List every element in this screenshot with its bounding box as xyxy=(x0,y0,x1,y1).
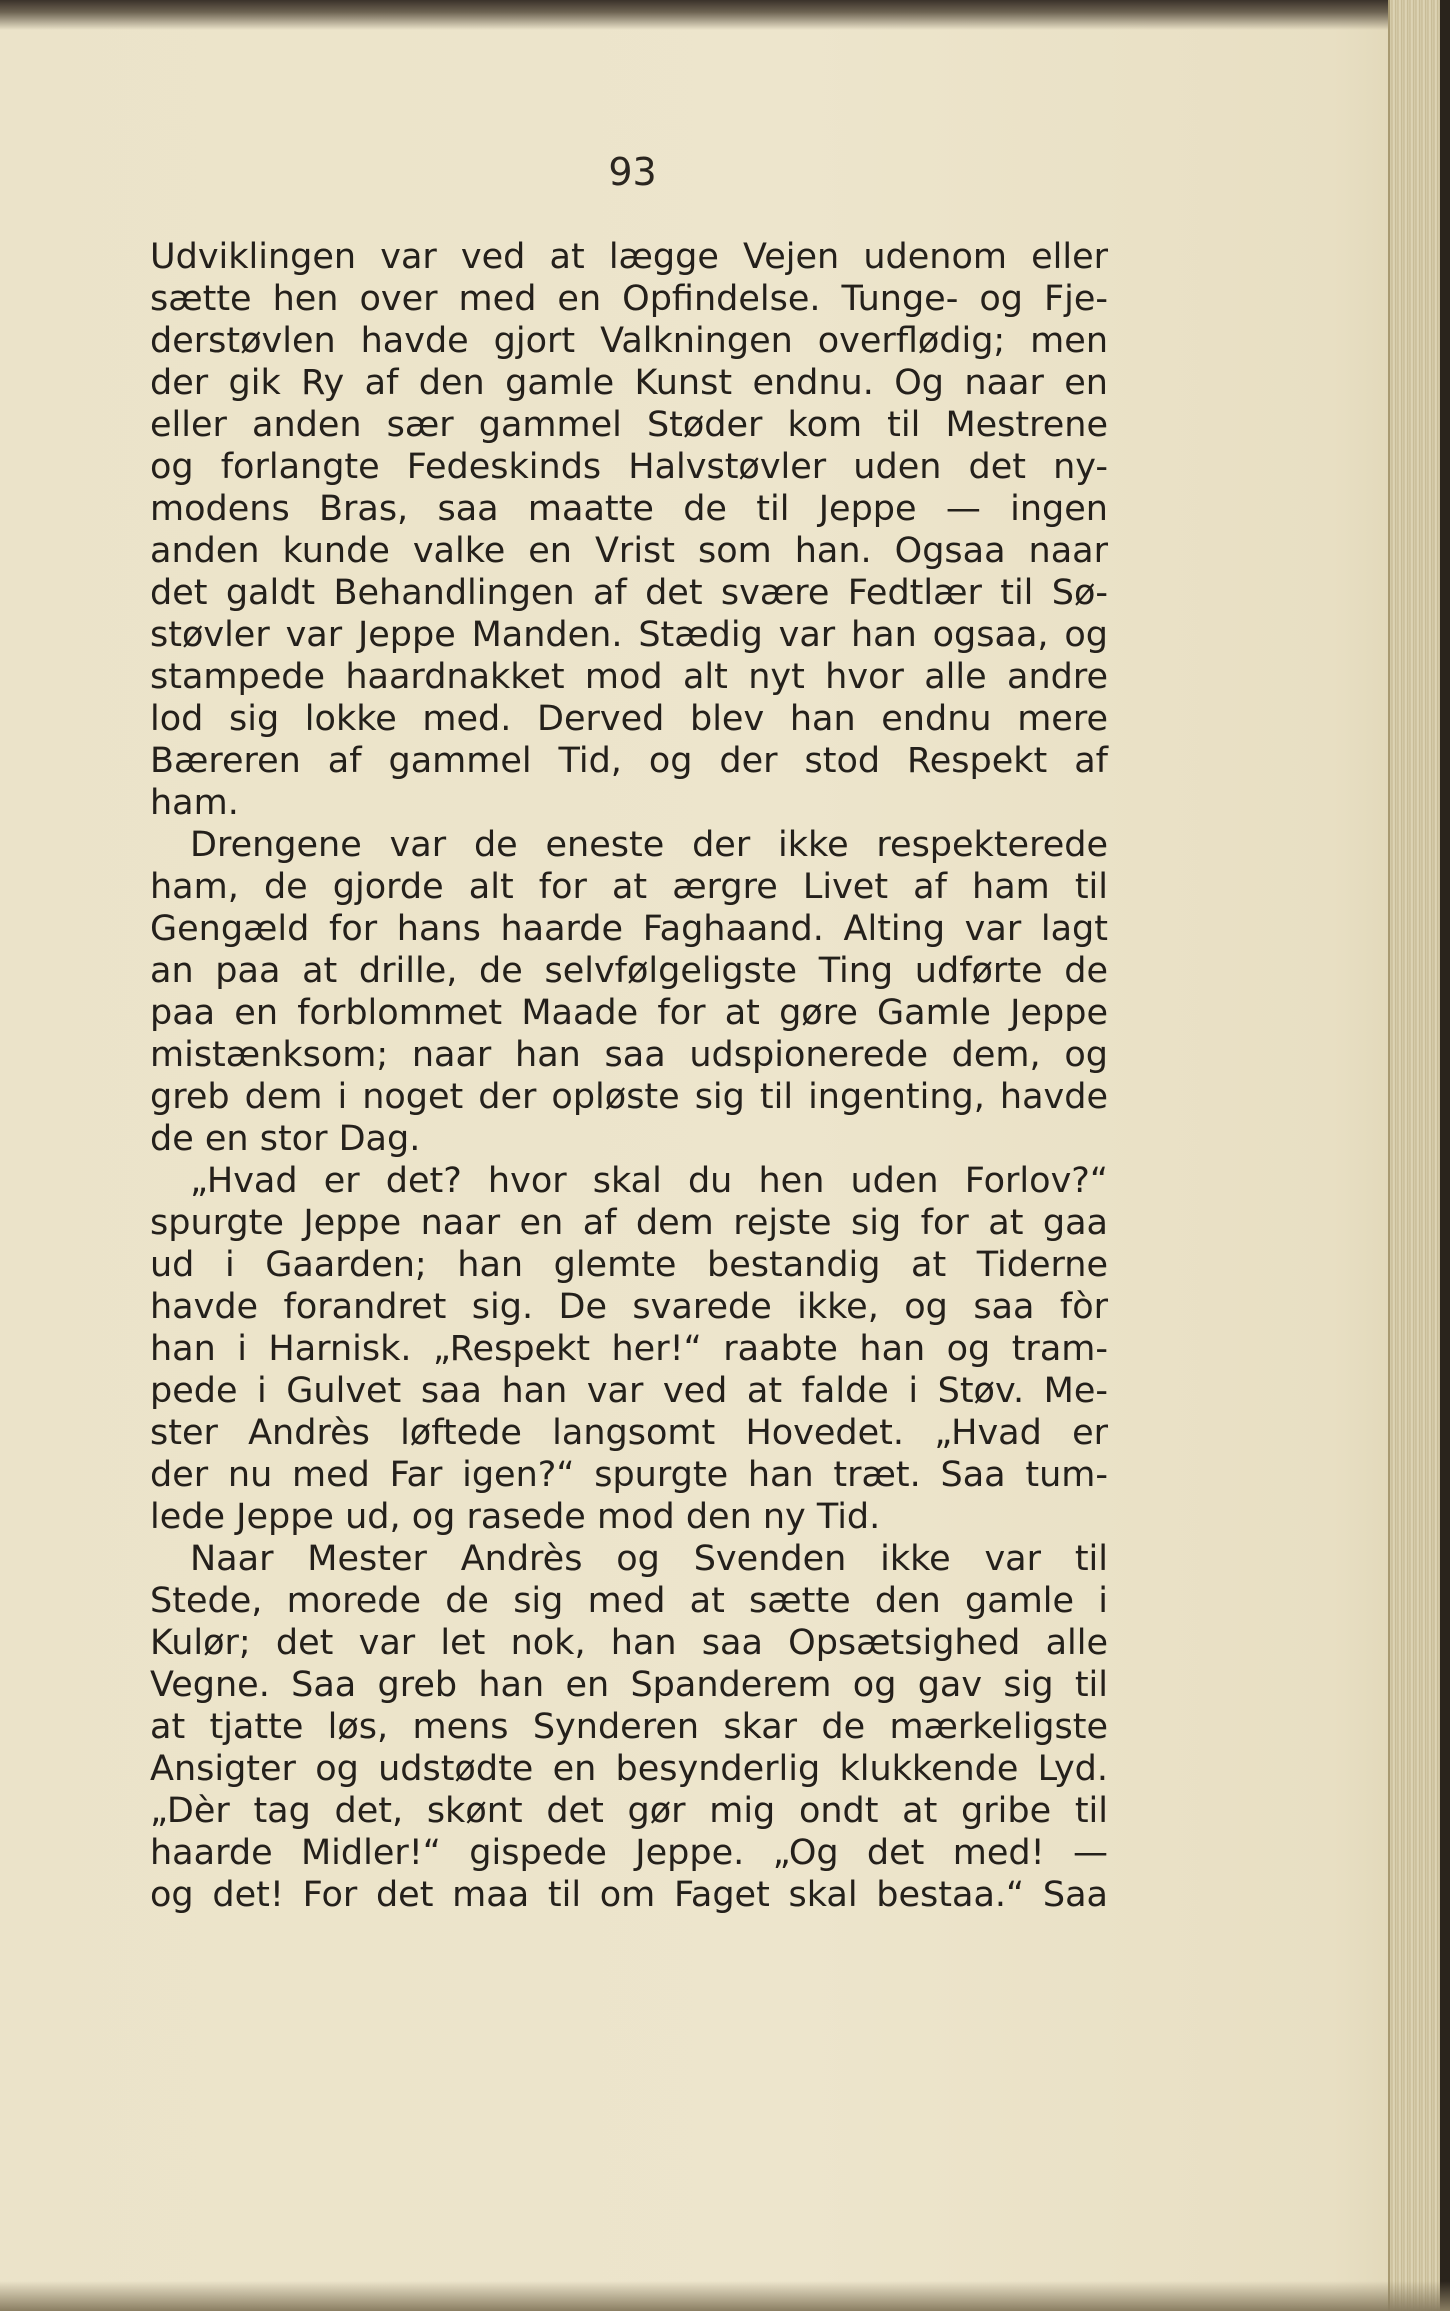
text-line: an paa at drille, de selvfølgeligste Ting udførte de xyxy=(150,951,1108,991)
text-line: sætte hen over med en Opfindelse. Tunge- og Fje- xyxy=(150,279,1108,319)
text-line: der gik Ry af den gamle Kunst endnu. Og naar en xyxy=(150,363,1108,403)
text-line: Stede, morede de sig med at sætte den gamle i xyxy=(150,1581,1108,1621)
text-line: greb dem i noget der opløste sig til ingenting, havde xyxy=(150,1077,1108,1117)
text-line: der nu med Far igen?“ spurgte han træt. Saa tum- xyxy=(150,1455,1108,1495)
text-line: Naar Mester Andrès og Svenden ikke var til xyxy=(190,1539,1108,1579)
text-line: Drengene var de eneste der ikke respekterede xyxy=(190,825,1108,865)
text-line: ster Andrès løftede langsomt Hovedet. „Hvad er xyxy=(150,1413,1108,1453)
text-line: modens Bras, saa maatte de til Jeppe — ingen xyxy=(150,489,1108,529)
text-line: havde forandret sig. De svarede ikke, og saa fòr xyxy=(150,1287,1108,1327)
text-line: paa en forblommet Maade for at gøre Gamle Jeppe xyxy=(150,993,1108,1033)
text-line: ud i Gaarden; han glemte bestandig at Tiderne xyxy=(150,1245,1108,1285)
text-line: „Dèr tag det, skønt det gør mig ondt at gribe til xyxy=(150,1791,1108,1831)
text-line: og forlangte Fedeskinds Halvstøvler uden det ny- xyxy=(150,447,1108,487)
page-number: 93 xyxy=(608,150,657,194)
text-line: haarde Midler!“ gispede Jeppe. „Og det med! — xyxy=(150,1833,1108,1873)
text-line: „Hvad er det? hvor skal du hen uden Forlov?“ xyxy=(190,1161,1108,1201)
text-line: mistænksom; naar han saa udspionerede dem, og xyxy=(150,1035,1108,1075)
text-line: at tjatte løs, mens Synderen skar de mærkeligste xyxy=(150,1707,1108,1747)
text-line: anden kunde valke en Vrist som han. Ogsaa naar xyxy=(150,531,1108,571)
text-line: og det! For det maa til om Faget skal bestaa.“ Saa xyxy=(150,1875,1108,1915)
text-line: Udviklingen var ved at lægge Vejen udenom eller xyxy=(150,237,1108,277)
text-line: han i Harnisk. „Respekt her!“ raabte han og tram- xyxy=(150,1329,1108,1369)
text-line: Bæreren af gammel Tid, og der stod Respekt af xyxy=(150,741,1108,781)
page-top-shadow xyxy=(0,0,1450,30)
text-line: Vegne. Saa greb han en Spanderem og gav sig til xyxy=(150,1665,1108,1705)
text-line: Kulør; det var let nok, han saa Opsætsighed alle xyxy=(150,1623,1108,1663)
body-text xyxy=(150,236,1108,1916)
book-binding-edge xyxy=(1440,0,1450,2311)
text-line: ham. xyxy=(150,783,239,823)
text-line: ham, de gjorde alt for at ærgre Livet af ham til xyxy=(150,867,1108,907)
text-line: Ansigter og udstødte en besynderlig klukkende Lyd. xyxy=(150,1749,1108,1789)
text-line: eller anden sær gammel Støder kom til Mestrene xyxy=(150,405,1108,445)
text-line: derstøvlen havde gjort Valkningen overflødig; men xyxy=(150,321,1108,361)
text-line: de en stor Dag. xyxy=(150,1119,421,1159)
text-line: lod sig lokke med. Derved blev han endnu mere xyxy=(150,699,1108,739)
text-line: det galdt Behandlingen af det svære Fedtlær til Sø- xyxy=(150,573,1108,613)
text-line: Gengæld for hans haarde Faghaand. Alting var lagt xyxy=(150,909,1108,949)
text-line: pede i Gulvet saa han var ved at falde i Støv. Me- xyxy=(150,1371,1108,1411)
text-line: stampede haardnakket mod alt nyt hvor alle andre xyxy=(150,657,1108,697)
text-line: spurgte Jeppe naar en af dem rejste sig for at gaa xyxy=(150,1203,1108,1243)
text-line: lede Jeppe ud, og rasede mod den ny Tid. xyxy=(150,1497,881,1537)
page-bottom-shadow xyxy=(0,2281,1450,2311)
text-line: støvler var Jeppe Manden. Stædig var han ogsaa, og xyxy=(150,615,1108,655)
